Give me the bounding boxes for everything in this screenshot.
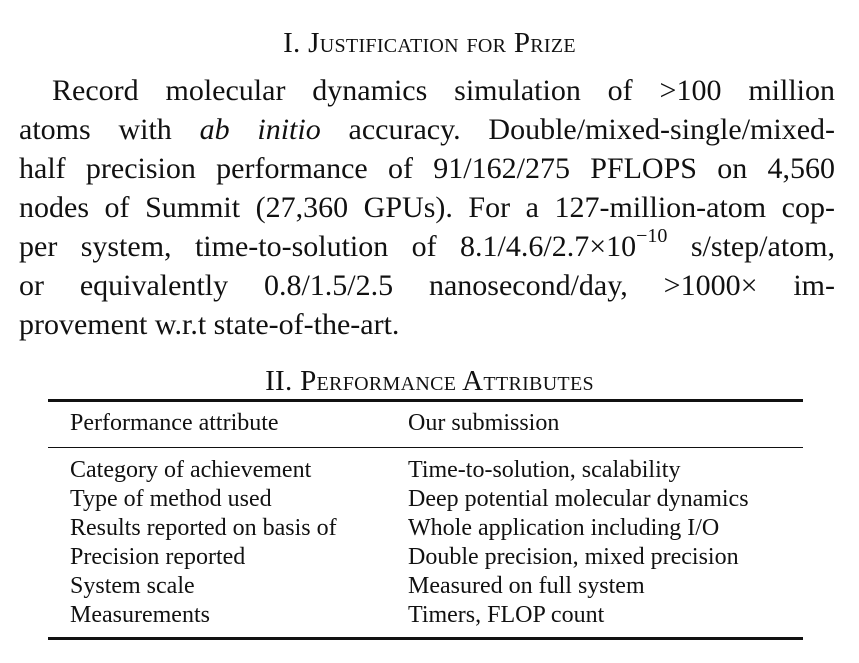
table-cell-submission: Timers, FLOP count (408, 602, 605, 628)
paragraph-emphasis: ab initio (199, 113, 321, 146)
section-heading-justification (0, 26, 859, 60)
paragraph-line (19, 110, 835, 149)
section-title: Performance Attributes (300, 365, 594, 397)
table-cell-attribute: Category of achievement (70, 457, 312, 483)
table-cell-attribute: Results reported on basis of (70, 515, 337, 541)
table-cell-submission: Measured on full system (408, 573, 645, 599)
justification-paragraph (19, 71, 835, 344)
table-cell-submission: Double precision, mixed precision (408, 544, 739, 570)
paragraph-text: accuracy. Double/mixed-single/mixed- (320, 113, 836, 146)
section-numeral: I. (283, 27, 301, 59)
table-mid-rule (48, 447, 803, 448)
table-cell-attribute: Precision reported (70, 544, 246, 570)
table-top-rule (48, 399, 803, 402)
paragraph-text: per system, time-to-solution of 8.1/4.6/2.7×10 (19, 230, 637, 263)
table-cell-submission: Whole application including I/O (408, 515, 720, 541)
paragraph-text: s/step/atom, (667, 230, 835, 263)
table-cell-submission: Deep potential molecular dynamics (408, 486, 749, 512)
paragraph-line: nodes of Summit (27,360 GPUs). For a 127-million-atom cop- (19, 191, 835, 224)
paragraph-line: provement w.r.t state-of-the-art. (19, 308, 400, 341)
paragraph-line (19, 227, 835, 266)
exponent: −10 (636, 225, 668, 247)
table-bottom-rule (48, 637, 803, 640)
paragraph-line: Record molecular dynamics simulation of >100 million (52, 74, 835, 107)
table-cell-attribute: Measurements (70, 602, 210, 628)
table-cell-attribute: System scale (70, 573, 195, 599)
section-title: Justification for Prize (308, 27, 576, 59)
paragraph-line: half precision performance of 91/162/275 PFLOPS on 4,560 (19, 152, 835, 185)
table-header-submission: Our submission (408, 410, 560, 436)
table-cell-attribute: Type of method used (70, 486, 272, 512)
section-heading-performance (0, 364, 859, 398)
table-header-attribute: Performance attribute (70, 410, 279, 436)
paragraph-line: or equivalently 0.8/1.5/2.5 nanosecond/day, >1000× im- (19, 269, 835, 302)
paragraph-text: atoms with (19, 113, 200, 146)
table-cell-submission: Time-to-solution, scalability (408, 457, 681, 483)
section-numeral: II. (265, 365, 293, 397)
